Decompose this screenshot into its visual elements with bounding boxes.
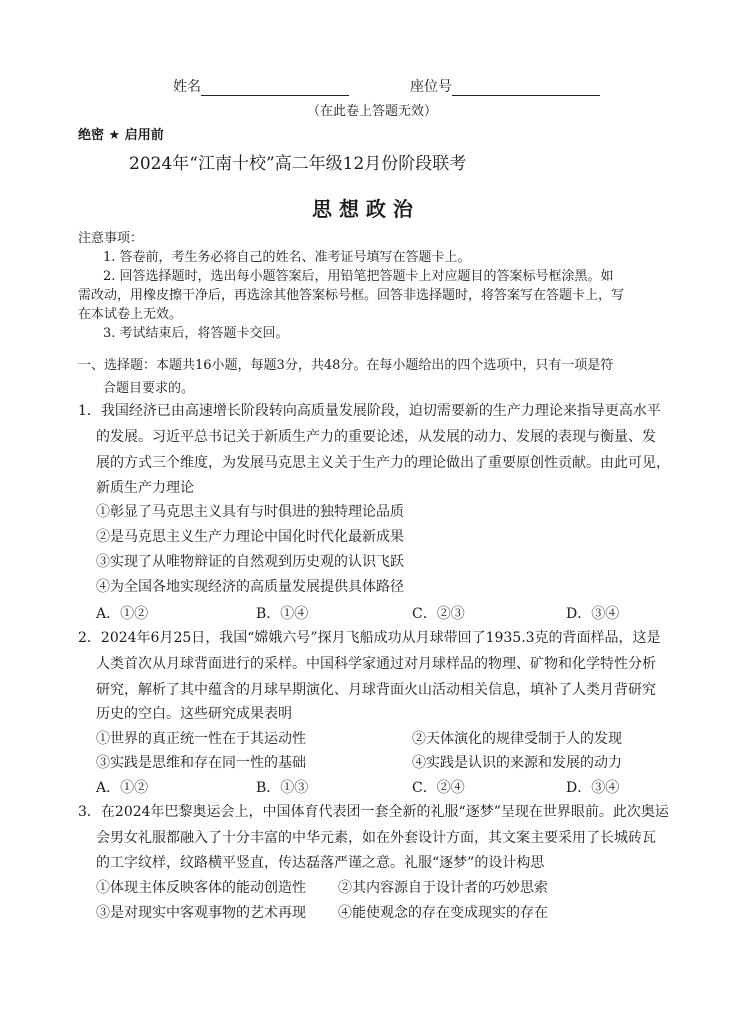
q1-choice-a: A．①②	[96, 606, 149, 622]
q2-choice-a: A．①②	[96, 780, 149, 796]
notice-item-2-line-2: 需改动，用橡皮擦干净后，再选涂其他答案标号框。回答非选择题时，将答案写在答题卡上，写	[78, 288, 625, 303]
q2-choice-c: C．②④	[412, 780, 465, 796]
notice-item-2-line-1: 2. 回答选择题时，选出每小题答案后，用铅笔把答题卡上对应题目的答案标号框涂黑。如	[103, 269, 614, 284]
subject-title: 思 想 政 治	[312, 197, 413, 221]
q3-stem-line-3: 的工字纹样，纹路横平竖直，传达磊落严谨之意。礼服“逐梦”的设计构思	[96, 855, 545, 871]
notice-item-2-line-3: 在本试卷上无效。	[78, 307, 183, 322]
q1-stem-line-4: 新质生产力理论	[96, 480, 194, 496]
q2-statement-1: ①世界的真正统一性在于其运动性	[96, 731, 306, 747]
notice-heading: 注意事项：	[78, 231, 144, 246]
seat-blank	[452, 81, 600, 96]
q1-statement-1: ①彰显了马克思主义具有与时俱进的独特理论品质	[96, 504, 404, 520]
q2-stem-line-3: 研究，解析了其中蕴含的月球早期演化、月球背面火山活动相关信息，填补了人类月背研究	[96, 682, 656, 698]
q3-stem-line-1: 3．在2024年巴黎奥运会上，中国体育代表团一套全新的礼服“逐梦”呈现在世界眼前。此次奥运	[78, 804, 669, 820]
q1-statement-3: ③实现了从唯物辩证的自然观到历史观的认识飞跃	[96, 554, 404, 570]
q1-stem-line-3: 展的方式三个维度，为发展马克思主义关于生产力的理论做出了重要原创性贡献。由此可见，	[96, 455, 670, 471]
q2-choice-b: B．①③	[256, 780, 309, 796]
q1-choice-c: C．②③	[412, 606, 465, 622]
q1-stem-line-1: 1．我国经济已由高速增长阶段转向高质量发展阶段，迫切需要新的生产力理论来指导更高水平	[78, 403, 661, 419]
seat-field-label	[410, 78, 600, 96]
q3-statement-4: ④能使观念的存在变成现实的存在	[338, 905, 548, 921]
q3-stem-line-2: 会男女礼服都融入了十分丰富的中华元素，如在外套设计方面，其文案主要采用了长城砖瓦	[96, 830, 656, 846]
confidential-mark: 绝密 ★ 启用前	[78, 128, 164, 143]
q3-statement-1: ①体现主体反映客体的能动创造性	[96, 880, 306, 896]
q2-stem-line-4: 历史的空白。这些研究成果表明	[96, 706, 292, 722]
q2-statement-2: ②天体演化的规律受制于人的发现	[412, 731, 622, 747]
q2-stem-line-2: 人类首次从月球背面进行的采样。中国科学家通过对月球样品的物理、矿物和化学特性分析	[96, 656, 656, 672]
section-heading-line-1: 一、选择题：本题共16小题，每题3分，共48分。在每小题给出的四个选项中，只有一项是符	[78, 358, 614, 373]
q3-statement-2: ②其内容源自于设计者的巧妙思索	[338, 880, 548, 896]
q1-statement-4: ④为全国各地实现经济的高质量发展提供具体路径	[96, 579, 404, 595]
q2-choice-d: D．③④	[566, 780, 620, 796]
q2-stem-line-1: 2．2024年6月25日，我国“嫦娥六号”探月飞船成功从月球带回了1935.3克的背面样品，这是	[78, 630, 661, 646]
exam-title: 2024年“江南十校”高二年级12月份阶段联考	[129, 154, 467, 174]
q1-stem-line-2: 的发展。习近平总书记关于新质生产力的重要论述，从发展的动力、发展的表现与衡量、发	[96, 429, 656, 445]
q1-statement-2: ②是马克思主义生产力理论中国化时代化最新成果	[96, 529, 404, 545]
name-label: 姓名	[173, 79, 201, 95]
seat-label: 座位号	[410, 79, 452, 95]
name-field-label	[173, 78, 349, 96]
q3-statement-3: ③是对现实中客观事物的艺术再现	[96, 905, 306, 921]
no-answer-note: （在此卷上答题无效）	[307, 104, 438, 119]
notice-item-3: 3. 考试结束后，将答题卡交回。	[103, 326, 289, 341]
q1-choice-b: B．①④	[256, 606, 309, 622]
name-blank	[201, 81, 349, 96]
q2-statement-4: ④实践是认识的来源和发展的动力	[412, 755, 622, 771]
q1-choice-d: D．③④	[566, 606, 620, 622]
notice-item-1: 1. 答卷前，考生务必将自己的姓名、准考证号填写在答题卡上。	[103, 250, 471, 265]
section-heading-line-2: 合题目要求的。	[103, 381, 195, 396]
q2-statement-3: ③实践是思维和存在同一性的基础	[96, 755, 306, 771]
